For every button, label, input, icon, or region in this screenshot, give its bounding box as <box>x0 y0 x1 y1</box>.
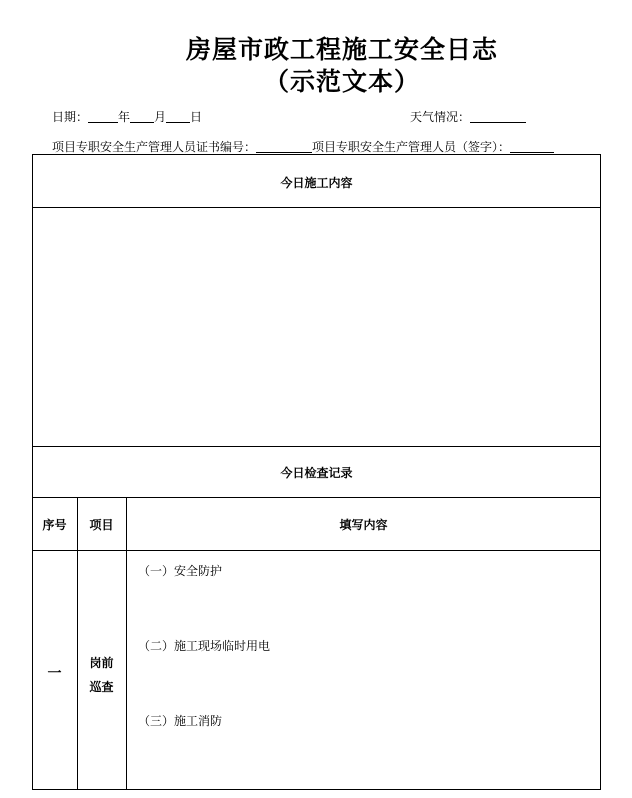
year-label: 年 <box>118 110 131 124</box>
date-line <box>52 108 202 125</box>
signature-field[interactable] <box>510 140 554 153</box>
today-work-content-area[interactable] <box>33 208 600 445</box>
column-divider <box>126 497 127 790</box>
day-field[interactable] <box>166 110 190 123</box>
weather-label: 天气情况： <box>410 110 471 124</box>
document-title: 房屋市政工程施工安全日志 <box>185 35 498 64</box>
column-header-item: 项目 <box>89 518 114 532</box>
divider <box>32 550 601 551</box>
inspection-heading: 今日检查记录 <box>280 466 353 480</box>
cert-field[interactable] <box>256 140 312 153</box>
row-item-line2: 巡查 <box>89 680 114 694</box>
divider <box>32 497 601 498</box>
today-work-heading: 今日施工内容 <box>280 176 353 190</box>
entry-safety-protection: （一）安全防护 <box>138 564 223 578</box>
cert-label: 项目专职安全生产管理人员证书编号： <box>52 140 257 154</box>
column-divider <box>77 497 78 790</box>
month-label: 月 <box>154 110 167 124</box>
date-label: 日期： <box>52 110 89 124</box>
column-header-content: 填写内容 <box>339 518 388 532</box>
row-item-line1: 岗前 <box>89 656 114 670</box>
personnel-line <box>52 138 554 155</box>
entry-fire-protection: （三）施工消防 <box>138 714 223 728</box>
row-number: 一 <box>47 666 62 682</box>
entry-temporary-electricity: （二）施工现场临时用电 <box>138 639 271 653</box>
column-header-no: 序号 <box>42 518 67 532</box>
divider <box>32 446 601 447</box>
weather-field[interactable] <box>470 110 526 123</box>
year-field[interactable] <box>88 110 118 123</box>
month-field[interactable] <box>130 110 154 123</box>
weather-line <box>410 108 526 125</box>
day-label: 日 <box>190 110 203 124</box>
document-subtitle: （示范文本） <box>263 67 420 96</box>
signer-label: 项目专职安全生产管理人员（签字）： <box>312 140 511 154</box>
